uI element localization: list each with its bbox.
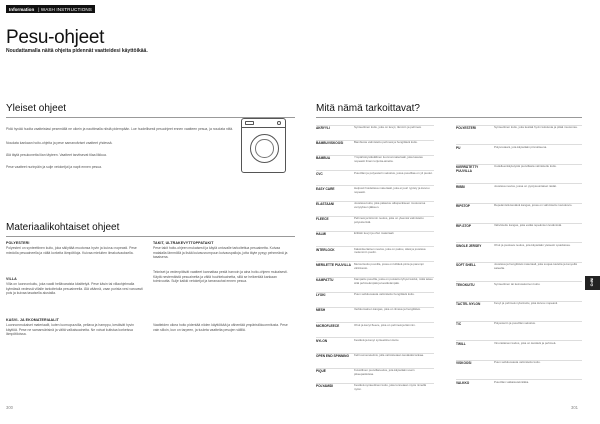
glossary-definition: Mercerisoitu puuvilla, jossa on kiiltävä pinta ja parempi värinkesto. — [354, 261, 424, 270]
glossary-row — [316, 141, 434, 145]
header-tag — [6, 5, 95, 13]
glossary-term: PIQUÉ — [316, 369, 326, 374]
material-text-jackets: Pese takit hoito-ohjeen mukaisesti ja käytä untuvalle tarkoitettua pesuainetta. Kuivaa matalalla lämmöllä ja lisää kuivausrumpuun kuivauspalloja, jotta täyte pysyy pehmeänä ja tasaisena. — [153, 246, 288, 260]
glossary-term: HALMI — [316, 232, 327, 237]
glossary-definition: Puuvillan valkaisutekniikka. — [494, 379, 530, 384]
glossary-definition: Vinoraitainen kudos, joka on kestävä ja pehmeä. — [494, 340, 557, 345]
glossary-row — [316, 293, 434, 297]
glossary-row — [316, 248, 434, 255]
glossary-row — [316, 263, 434, 270]
glossary-term: CVC — [316, 171, 323, 176]
glossary-row — [456, 342, 582, 346]
glossary-term: OPEN END SPINNING — [316, 354, 349, 358]
glossary-definition: Joustava ja hengittävä materiaali, joka suojaa tuulelta ja kevyeltä sateelta. — [494, 262, 577, 270]
glossary-definition: Polyuretaani, jota käytetään pinnoitteena. — [494, 144, 548, 149]
glossary-term: POLYESTERI — [456, 126, 476, 130]
glossary-row — [316, 187, 434, 194]
tag-information: Information — [6, 5, 37, 13]
glossary-row — [456, 302, 582, 306]
glossary-term: TWILL — [456, 341, 466, 346]
glossary-term: LYOKI — [316, 293, 326, 298]
page-subtitle: Noudattamalla näitä ohjeita pidennät vaatteidesi käyttöikää. — [6, 48, 148, 54]
glossary-definition: Kestävä ja kevyt synteettinen kuitu. — [354, 337, 400, 342]
glossary-title: Mitä nämä tarkoittavat? — [316, 103, 420, 114]
glossary-row — [316, 339, 434, 343]
glossary-term: KAMPATTU — [316, 278, 334, 282]
general-para-4: Pese vaatteet nurinpäin ja sulje vetoketjut ja napit ennen pesua. — [6, 165, 102, 169]
material-heading-jackets: TAKIT, ULTRAKEVYTTOPPATAKIT — [153, 241, 214, 245]
glossary-term: PU — [456, 145, 461, 150]
glossary-definition: Vahvistettu kangas, joka estää repeämien leviämistä. — [494, 223, 562, 227]
glossary-definition: Puun selluloosasta valmistettu kuitu. — [494, 360, 541, 365]
glossary-row — [316, 156, 434, 163]
glossary-definition: Joustava neulos, jossa on pystysuuntaiset raidat. — [494, 183, 557, 188]
glossary-definition: Joustava kuitu, joka palautuu alkuperäiseen muotoonsa venytyksen jälkeen. — [354, 201, 426, 209]
side-tab-label: INFO — [589, 277, 594, 287]
glossary-row — [456, 322, 582, 326]
page-title: Pesu-ohjeet — [6, 27, 105, 48]
glossary-definition: Kuviollinen puuvillaneulos, jota käytetään usein pikeepaidoissa. — [354, 368, 415, 376]
glossary-definition: Uudelleenkäytetystä puuvillasta valmistettu kuitu. — [494, 164, 557, 169]
glossary-row — [456, 224, 582, 228]
glossary-definition: Kaksinkertainen neulos, joka on paksu, sileä ja joustava molemmin puolin. — [354, 246, 426, 255]
general-title: Yleiset ohjeet — [6, 103, 67, 114]
material-heading-plant: KASVI- JA EKOMATERIAALIT — [6, 318, 59, 322]
glossary-term: SINGLE JERSEY — [456, 243, 482, 248]
glossary-definition: Synteettinen tai keinotekoinen kuitu. — [494, 281, 541, 286]
glossary-row — [456, 381, 582, 385]
glossary-row — [316, 126, 434, 130]
material-heading-polyester: POLYESTERI — [6, 241, 30, 245]
glossary-definition: Helposti hoidettava materiaali, joka ei juuri rypisty ja kuivuu nopeasti. — [354, 185, 430, 194]
glossary-term: NYLON — [316, 338, 328, 343]
glossary-definition: Pehmeä ja lämmin neulos, joka on yleensä valmistettu polyesteristä. — [354, 216, 424, 224]
general-para-1: Pidä hyvää huolta vaatteistasi pesemällä ne oikein ja nauttimalla niistä pidempään. Lue huolellisesti pesuohjeet ennen vaatteen pesua, ja noudata niitä. — [6, 127, 234, 131]
glossary-term: FLEECE — [316, 217, 329, 222]
glossary-term: INTERLOCK — [316, 247, 335, 252]
glossary-row — [456, 361, 582, 365]
glossary-row — [316, 369, 434, 376]
glossary-definition: Kehruumenetelmä, jolla valmistetaan kestävää lankaa. — [354, 353, 424, 357]
glossary-term: BAMBUA — [316, 156, 331, 161]
glossary-definition: Ohut ja joustava neulos, jota käytetään yleisesti t-paidoissa. — [494, 242, 571, 247]
material-text-care: Vaatteiden oikea hoito pidentää niiden käyttöikää ja vähentää ympäristökuormitusta. Pese vain silloin, kun on tarpeen, ja tuuleta vaatteita pesujen välillä. — [153, 323, 288, 332]
glossary-definition: Erittäin kevyt ja ohut materiaali. — [354, 231, 395, 236]
glossary-term: SOFT SHELL — [456, 263, 476, 268]
glossary-term: ELASTAANI — [316, 202, 335, 206]
glossary-row — [316, 354, 434, 358]
glossary-row — [316, 324, 434, 328]
glossary-row — [456, 126, 582, 130]
page-number-left: 300 — [6, 405, 13, 410]
glossary-row — [456, 165, 582, 173]
glossary-row — [316, 202, 434, 209]
glossary-term: T/C — [456, 322, 462, 326]
side-tab — [585, 276, 600, 290]
glossary-row — [456, 244, 582, 248]
glossary-row — [456, 185, 582, 189]
glossary-row — [316, 278, 434, 285]
glossary-row — [316, 217, 434, 224]
washing-machine-icon — [241, 118, 286, 173]
glossary-row — [316, 172, 434, 176]
glossary-term: BAMBUVISKOOSI — [316, 141, 344, 146]
glossary-row — [316, 384, 434, 391]
glossary-definition: Puun selluloosasta valmistettu hengittävä kuitu. — [354, 292, 415, 297]
glossary-rule — [316, 117, 582, 118]
glossary-row — [316, 232, 434, 236]
glossary-definition: Bambusta valmistettu pehmeä ja hengittävä kuitu. — [354, 140, 418, 145]
material-heading-wool: VILLA — [6, 277, 17, 281]
glossary-definition: Polyesterin ja puuvillan sekoitus. — [494, 321, 536, 325]
glossary-term: TEKOKUITU — [456, 282, 475, 287]
materials-title: Materiaalikohtaiset ohjeet — [6, 222, 120, 233]
glossary-term: KIERRÄTETTY PUUVILLA — [456, 165, 479, 174]
glossary-term: AKRYYLI — [316, 126, 330, 130]
general-para-3: Älä täytä pesukonetta liian täyteen. Vaatteet tarvitsevat tilaa liikkua. — [6, 153, 107, 157]
material-text-wool: Villa on luonnonkuitu, joka vaatii hellävaraista käsittelyä. Pese käsin tai villaohjelmalla kylmässä vedessä villalle tarkoitetulla pesuaineella. Älä väännä, vaan purista vesi varovasti pois ja kuivaa tasaisella alustalla. — [6, 282, 143, 296]
materials-rule — [6, 236, 295, 237]
glossary-term: RIP-STOP — [456, 224, 471, 228]
glossary-definition: Verkkomainen kangas, joka on ilmava ja hengittävä. — [354, 307, 421, 312]
glossary-definition: Kampattu puuvilla, josta on poistettu lyhyet kuidut, mikä tekee siitä pehmeämpää ja kestävämpää. — [354, 277, 433, 285]
glossary-definition: Ohut ja kevyt fleece, joka on pehmeä ja lämmin. — [354, 322, 416, 327]
glossary-row — [456, 263, 582, 270]
material-text-polyester: Polyesteri on synteettinen kuitu, joka säilyttää muotonsa hyvin ja kuivuu nopeasti. Pese miedolla pesuaineella ja vältä korkeita lämpötiloja. Kuivaa mieluiten ilmakuivauksella. — [6, 246, 137, 255]
glossary-term: RIBBI — [456, 184, 465, 189]
glossary-term: MICROFLEECE — [316, 323, 340, 328]
glossary-definition: Puuvillan ja polyesterin sekoitus, jossa puuvillaa on yli puolet. — [354, 170, 433, 175]
glossary-term: TACTEL NYLON — [456, 302, 481, 307]
page-number-right: 301 — [571, 405, 578, 410]
glossary-term: MESH — [316, 308, 326, 313]
glossary-term: VALKKO — [456, 380, 470, 385]
glossary-definition: Repeämistä kestävä kangas, jossa on vahvistettu ruutukuvio. — [494, 203, 573, 208]
glossary-definition: Ympäristöystävällinen luonnonmateriaali, joka kasvaa nopeasti ilman torjunta-aineita. — [354, 155, 423, 164]
glossary-row — [456, 204, 582, 208]
glossary-definition: Kevyt ja pehmeä nylonkuitu, joka kuivuu nopeasti. — [494, 301, 558, 306]
glossary-term: VISKOOSI — [456, 361, 472, 366]
glossary-definition: Synteettinen kuitu, joka on kevyt, lämmin ja pehmeä. — [354, 125, 422, 129]
glossary-definition: Synteettinen kuitu, joka kestää hyvin kulutusta ja pitää muotonsa. — [494, 125, 578, 129]
tag-wash-instructions: | WASH INSTRUCTIONS — [37, 5, 95, 13]
glossary-term: POLYAMIDI — [316, 384, 334, 389]
general-para-2: Noudata kankaan hoito-ohjeita ja pese samanväriset vaatteet yhdessä. — [6, 141, 113, 145]
glossary-definition: Kestävä synteettinen kuitu, joka tunnetaan myös nimellä nylon. — [354, 383, 426, 392]
glossary-row — [456, 146, 582, 150]
glossary-row — [316, 308, 434, 312]
glossary-row — [456, 283, 582, 287]
glossary-term: EASY CARE — [316, 186, 335, 191]
glossary-term: RIPSTOP — [456, 204, 470, 209]
glossary-term: MERILETTE PUUVILLA — [316, 262, 351, 267]
material-text-plant: Luonnonmukaiset materiaalit, kuten luomupuuvilla, pellava ja hamppu, kestävät hyvin käyttöä. Pese ne samanvärisinä ja vältä valkaisuaineita. Ne voivat kutistua korkeissa lämpötiloissa. — [6, 323, 134, 337]
material-text-technical: Tekniset ja vedenpitävät vaatteet kannattaa pestä harvoin ja aina hoito-ohjeen mukaisesti. Käytä nestemäistä pesuainetta ja vältä huuhteluainetta, sillä se heikentää kankaan toimivuutta. Sulje kaikki vetoketjut ja tarranauhat ennen pesua. — [153, 270, 288, 284]
